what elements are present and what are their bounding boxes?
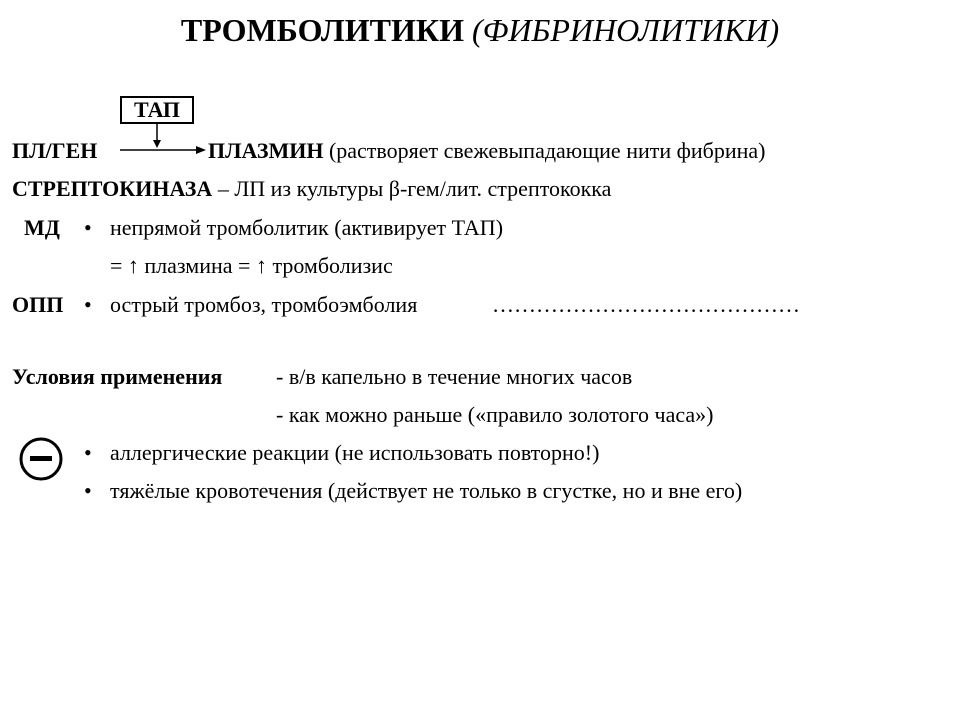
opp-text: острый тромбоз, тромбоэмболия <box>110 292 418 317</box>
drug-description: – ЛП из культуры β-гем/лит. стрептококка <box>217 176 612 201</box>
minus-circle-icon <box>18 436 64 482</box>
md-label: МД <box>24 215 60 240</box>
conditions-line-2: - как можно раньше («правило золотого часа») <box>276 402 714 427</box>
side-effect-bullet-2: • <box>84 478 92 503</box>
side-effect-item-1: аллергические реакции (не использовать повторно!) <box>110 440 600 465</box>
drug-name: СТРЕПТОКИНАЗА <box>12 176 213 201</box>
conversion-arrow-icon <box>120 120 210 160</box>
substrate-label: ПЛ/ГЕН <box>12 138 98 163</box>
conditions-line-1: - в/в капельно в течение многих часов <box>276 364 633 389</box>
page-title <box>0 10 960 50</box>
opp-dots: …………………………………… <box>492 292 800 317</box>
opp-bullet: • <box>84 292 92 317</box>
md-line-1: непрямой тромболитик (активирует ТАП) <box>110 215 504 240</box>
product-note: (растворяет свежевыпадающие нити фибрина) <box>328 138 766 163</box>
product-line <box>208 138 766 164</box>
conditions-label: Условия применения <box>12 364 223 389</box>
side-effect-item-2: тяжёлые кровотечения (действует не только в сгустке, но и вне его) <box>110 478 743 503</box>
side-effect-bullet-1: • <box>84 440 92 465</box>
drug-line <box>12 176 611 202</box>
product-label: ПЛАЗМИН <box>208 138 324 163</box>
opp-label: ОПП <box>12 292 64 317</box>
md-line-2: = ↑ плазмина = ↑ тромболизис <box>110 253 393 278</box>
enzyme-box: ТАП <box>120 96 194 124</box>
md-bullet: • <box>84 215 92 240</box>
title-main: ТРОМБОЛИТИКИ <box>180 12 464 48</box>
title-sub: (ФИБРИНОЛИТИКИ) <box>471 12 780 48</box>
